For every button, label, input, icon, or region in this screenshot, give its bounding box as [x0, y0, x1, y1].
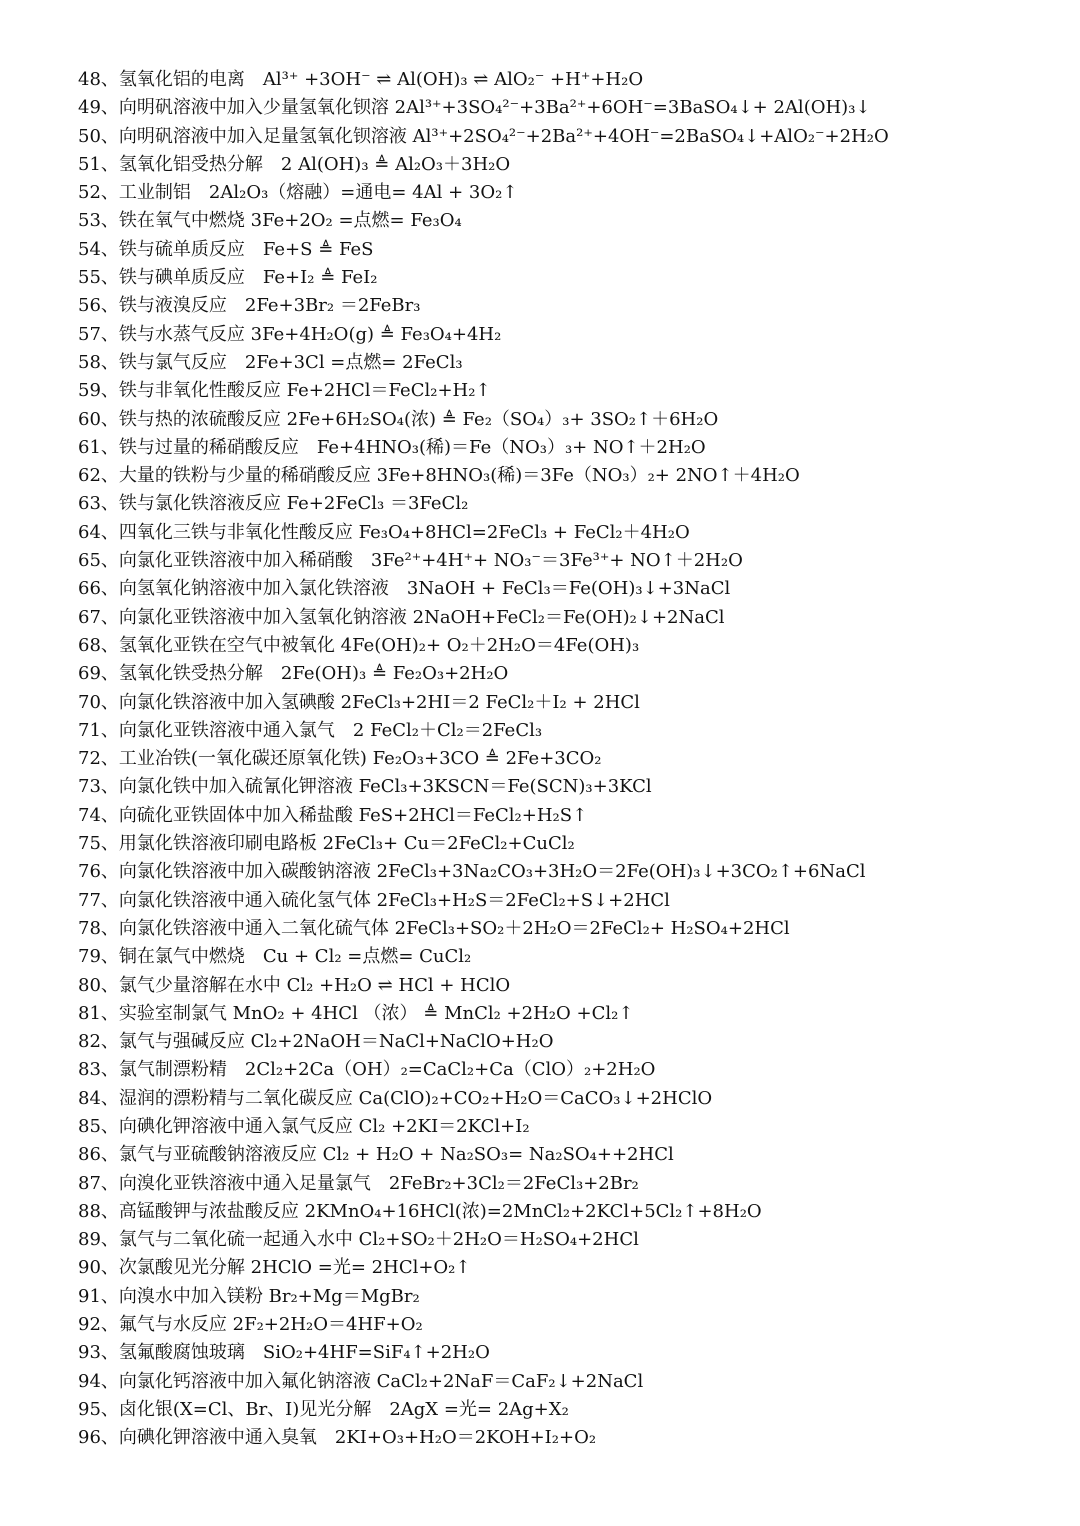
equation-line: 69、氢氧化铁受热分解 2Fe(OH)₃ ≜ Fe₂O₃+2H₂O — [78, 663, 509, 685]
equation-line: 55、铁与碘单质反应 Fe+I₂ ≜ FeI₂ — [78, 267, 378, 289]
equation-line: 52、工业制铝 2Al₂O₃（熔融）=通电= 4Al + 3O₂↑ — [78, 182, 518, 204]
equation-line: 87、向溴化亚铁溶液中通入足量氯气 2FeBr₂+3Cl₂＝2FeCl₃+2Br₂ — [78, 1172, 639, 1194]
equation-line: 48、氢氧化铝的电离 Al³⁺ +3OH⁻ ⇌ Al(OH)₃ ⇌ AlO₂⁻ +H⁺+H₂O — [78, 69, 644, 90]
equation-line: 86、氯气与亚硫酸钠溶液反应 Cl₂ + H₂O + Na₂SO₃= Na₂SO₄++2HCl — [78, 1144, 674, 1166]
equation-line: 76、向氯化铁溶液中加入碳酸钠溶液 2FeCl₃+3Na₂CO₃+3H₂O＝2Fe(OH)₃↓+3CO₂↑+6NaCl — [78, 861, 866, 883]
equation-line: 93、氢氟酸腐蚀玻璃 SiO₂+4HF=SiF₄↑+2H₂O — [78, 1342, 490, 1364]
equation-line: 80、氯气少量溶解在水中 Cl₂ +H₂O ⇌ HCl + HClO — [78, 974, 511, 996]
equation-line: 54、铁与硫单质反应 Fe+S ≜ FeS — [78, 238, 374, 260]
equation-line: 70、向氯化铁溶液中加入氢碘酸 2FeCl₃+2HI＝2 FeCl₂＋I₂ + 2HCl — [78, 691, 640, 713]
equation-line: 61、铁与过量的稀硝酸反应 Fe+4HNO₃(稀)＝Fe（NO₃）₃+ NO↑＋2H₂O — [78, 436, 706, 458]
equation-line: 51、氢氧化铝受热分解 2 Al(OH)₃ ≜ Al₂O₃＋3H₂O — [78, 153, 511, 175]
equation-line: 85、向碘化钾溶液中通入氯气反应 Cl₂ +2KI＝2KCl+I₂ — [78, 1115, 530, 1137]
equation-line: 83、氯气制漂粉精 2Cl₂+2Ca（OH）₂=CaCl₂+Ca（ClO）₂+2H₂O — [78, 1059, 656, 1081]
equation-line: 96、向碘化钾溶液中通入臭氧 2KI+O₃+H₂O＝2KOH+I₂+O₂ — [78, 1427, 597, 1449]
equation-line: 57、铁与水蒸气反应 3Fe+4H₂O(g) ≜ Fe₃O₄+4H₂ — [78, 323, 502, 345]
equation-line: 66、向氢氧化钠溶液中加入氯化铁溶液 3NaOH + FeCl₃＝Fe(OH)₃↓+3NaCl — [78, 578, 731, 600]
equation-line: 94、向氯化钙溶液中加入氟化钠溶液 CaCl₂+2NaF＝CaF₂↓+2NaCl — [78, 1370, 644, 1392]
equation-line: 92、氟气与水反应 2F₂+2H₂O＝4HF+O₂ — [78, 1314, 423, 1336]
equation-line: 60、铁与热的浓硫酸反应 2Fe+6H₂SO₄(浓) ≜ Fe₂（SO₄）₃+ 3SO₂↑＋6H₂O — [78, 408, 719, 430]
equation-line: 64、四氧化三铁与非氧化性酸反应 Fe₃O₄+8HCl=2FeCl₃ + FeCl₂＋4H₂O — [78, 521, 690, 543]
equation-line: 71、向氯化亚铁溶液中通入氯气 2 FeCl₂＋Cl₂＝2FeCl₃ — [78, 719, 543, 741]
equation-line: 62、大量的铁粉与少量的稀硝酸反应 3Fe+8HNO₃(稀)＝3Fe（NO₃）₂+ 2NO↑＋4H₂O — [78, 465, 800, 487]
equation-line: 81、实验室制氯气 MnO₂ + 4HCl （浓） ≜ MnCl₂ +2H₂O +Cl₂↑ — [78, 1002, 634, 1024]
equation-line: 49、向明矾溶液中加入少量氢氧化钡溶 2Al³⁺+3SO₄²⁻+3Ba²⁺+6OH⁻=3BaSO₄↓+ 2Al(OH)₃↓ — [78, 97, 871, 119]
equation-line: 78、向氯化铁溶液中通入二氧化硫气体 2FeCl₃+SO₂＋2H₂O＝2FeCl₂+ H₂SO₄+2HCl — [78, 917, 790, 939]
equation-line: 63、铁与氯化铁溶液反应 Fe+2FeCl₃ ＝3FeCl₂ — [78, 493, 469, 515]
equation-list — [78, 66, 1068, 1453]
equation-line: 56、铁与液溴反应 2Fe+3Br₂ ＝2FeBr₃ — [78, 295, 421, 317]
equation-line: 59、铁与非氧化性酸反应 Fe+2HCl＝FeCl₂+H₂↑ — [78, 380, 491, 402]
equation-line: 88、高锰酸钾与浓盐酸反应 2KMnO₄+16HCl(浓)=2MnCl₂+2KCl+5Cl₂↑+8H₂O — [78, 1200, 762, 1222]
equation-line: 79、铜在氯气中燃烧 Cu + Cl₂ =点燃= CuCl₂ — [78, 946, 472, 968]
equation-line: 90、次氯酸见光分解 2HClO =光= 2HCl+O₂↑ — [78, 1257, 471, 1279]
equation-line: 65、向氯化亚铁溶液中加入稀硝酸 3Fe²⁺+4H⁺+ NO₃⁻＝3Fe³⁺+ NO↑＋2H₂O — [78, 550, 743, 572]
equation-line: 75、用氯化铁溶液印刷电路板 2FeCl₃+ Cu＝2FeCl₂+CuCl₂ — [78, 833, 575, 855]
equation-line: 74、向硫化亚铁固体中加入稀盐酸 FeS+2HCl＝FeCl₂+H₂S↑ — [78, 804, 588, 826]
equation-line: 53、铁在氧气中燃烧 3Fe+2O₂ =点燃= Fe₃O₄ — [78, 210, 462, 232]
equation-line: 77、向氯化铁溶液中通入硫化氢气体 2FeCl₃+H₂S＝2FeCl₂+S↓+2HCl — [78, 889, 670, 911]
equation-line: 73、向氯化铁中加入硫氰化钾溶液 FeCl₃+3KSCN＝Fe(SCN)₃+3KCl — [78, 776, 652, 798]
equation-line: 91、向溴水中加入镁粉 Br₂+Mg＝MgBr₂ — [78, 1285, 420, 1307]
equation-line: 72、工业冶铁(一氧化碳还原氧化铁) Fe₂O₃+3CO ≜ 2Fe+3CO₂ — [78, 748, 602, 770]
equation-line: 58、铁与氯气反应 2Fe+3Cl =点燃= 2FeCl₃ — [78, 351, 463, 373]
equation-line: 67、向氯化亚铁溶液中加入氢氧化钠溶液 2NaOH+FeCl₂＝Fe(OH)₂↓+2NaCl — [78, 606, 725, 628]
equation-line: 89、氯气与二氧化硫一起通入水中 Cl₂+SO₂＋2H₂O＝H₂SO₄+2HCl — [78, 1229, 639, 1251]
equation-line: 84、湿润的漂粉精与二氧化碳反应 Ca(ClO)₂+CO₂+H₂O＝CaCO₃↓+2HClO — [78, 1087, 713, 1109]
equation-line: 50、向明矾溶液中加入足量氢氧化钡溶液 Al³⁺+2SO₄²⁻+2Ba²⁺+4OH⁻=2BaSO₄↓+AlO₂⁻+2H₂O — [78, 125, 889, 147]
equation-line: 68、氢氧化亚铁在空气中被氧化 4Fe(OH)₂+ O₂＋2H₂O＝4Fe(OH)₃ — [78, 634, 640, 656]
equation-line: 95、卤化银(X=Cl、Br、I)见光分解 2AgX =光= 2Ag+X₂ — [78, 1398, 569, 1420]
equation-line: 82、氯气与强碱反应 Cl₂+2NaOH＝NaCl+NaClO+H₂O — [78, 1031, 554, 1053]
